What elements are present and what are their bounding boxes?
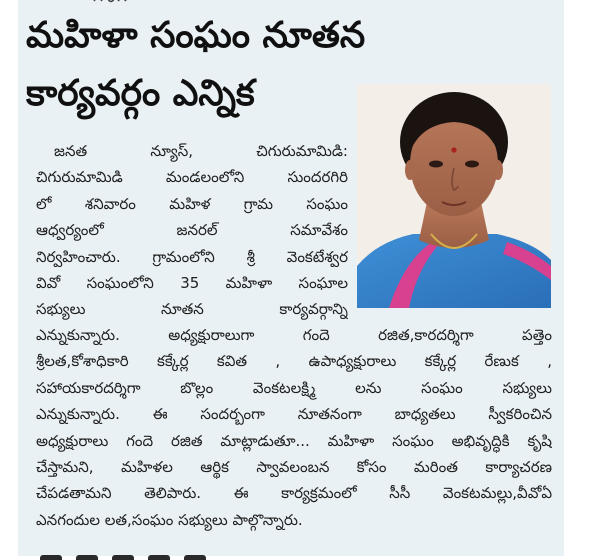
body-line: నిర్వహించారు. గ్రామంలోని శ్రీ వెంకటేశ్వర bbox=[36, 247, 348, 266]
body-line: సభ్యులు నూతన కార్యవర్గాన్ని bbox=[36, 300, 348, 319]
headline-line-1: మహిళా సంఘం నూతన bbox=[26, 15, 366, 56]
headline-line-2: కార్యవర్గం ఎన్నిక bbox=[26, 73, 255, 114]
woman-portrait-icon bbox=[357, 84, 551, 308]
article-body-full-width bbox=[36, 322, 552, 533]
body-line: ఎనగందుల లత,సంఘం సభ్యులు పాల్గొన్నారు. bbox=[36, 510, 303, 529]
body-line: చేస్తామని, మహిళల ఆర్థిక స్వావలంబన కోసం మరింత కార్యాచరణ bbox=[36, 457, 552, 476]
body-line: జనత న్యూస్, చిగురుమామిడి: bbox=[54, 142, 348, 160]
article-body-column bbox=[36, 138, 348, 323]
cropped-next-headline bbox=[40, 548, 340, 560]
cropped-header-fragment bbox=[92, 0, 132, 8]
body-line: చేపడతామని తెలిపారు. ఈ కార్యక్రమంలో సీసీ వెంకటమల్లు,వీవోఏ bbox=[36, 484, 552, 503]
portrait-photo bbox=[357, 84, 551, 308]
body-line: ఎన్నుకున్నారు. ఈ సందర్బంగా నూతనంగా బాధ్యతలు స్వీకరించిన bbox=[36, 405, 552, 424]
cropped-text-marks bbox=[92, 0, 132, 5]
body-line: అధ్యక్షురాలు గందె రజిత మాట్లాడుతూ... మహిళా సంఘం అభివృద్ధికి కృషి bbox=[36, 431, 552, 450]
body-line: శ్రీలత,కోశాధికారి కక్కేర్ల కవిత , ఉపాధ్యక్షురాలు కక్కేర్ల రేణుక , bbox=[36, 352, 552, 371]
body-line: లో శనివారం మహిళ గ్రామ సంఘం bbox=[36, 194, 348, 213]
body-line: సహాయకారదర్శిగా బొల్లం వెంకటలక్ష్మి లను సంఘం సభ్యులు bbox=[36, 378, 552, 397]
body-line: ఆధ్వర్యంలో జనరల్ సమావేశం bbox=[36, 221, 348, 240]
body-line: ఎన్నుకున్నారు. అధ్యక్షురాలుగా గందె రజిత,కారదర్శిగా పత్తెం bbox=[36, 326, 552, 344]
body-line: వివో సంఘంలోని 35 మహిళా సంఘాల bbox=[36, 273, 348, 292]
body-line: చిగురుమామిడి మండలంలోని సుందరగిరి bbox=[36, 168, 348, 187]
